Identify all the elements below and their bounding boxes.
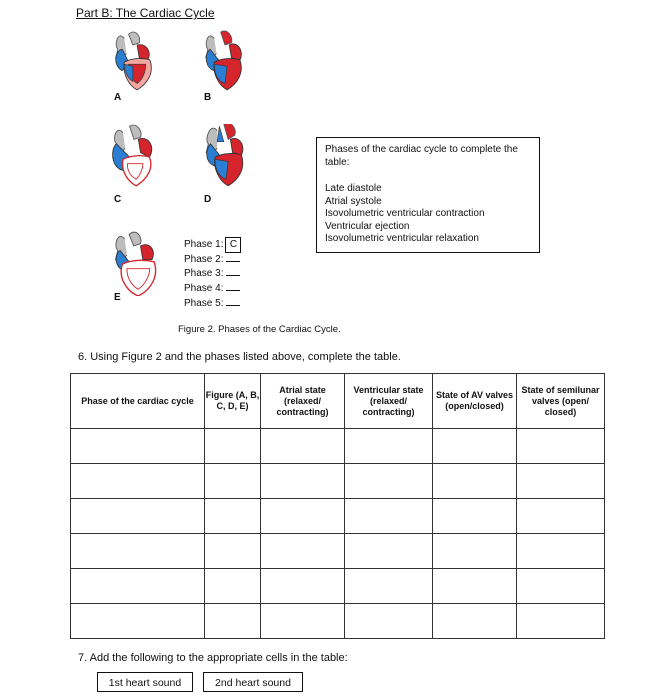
heart-figure-b <box>200 30 250 92</box>
table-cell[interactable] <box>205 569 261 604</box>
phase-label: Phase 3: <box>184 268 224 279</box>
table-cell[interactable] <box>205 499 261 534</box>
phase-line-4 <box>184 283 240 294</box>
table-cell[interactable] <box>345 464 433 499</box>
phase-label: Phase 4: <box>184 283 224 294</box>
phase-answer-box[interactable]: C <box>225 237 241 253</box>
phase-list-item: Atrial systole <box>325 195 382 207</box>
table-cell[interactable] <box>433 499 517 534</box>
table-cell[interactable] <box>71 429 205 464</box>
figure-label-b: B <box>204 92 212 103</box>
table-cell[interactable] <box>517 499 605 534</box>
column-header: Ventricular state (relaxed/ contracting) <box>345 374 433 429</box>
phase-list-heading: Phases of the cardiac cycle to complete the table: <box>325 144 518 168</box>
phase-label: Phase 2: <box>184 254 224 265</box>
table-cell[interactable] <box>433 569 517 604</box>
column-header: Atrial state (relaxed/ contracting) <box>261 374 345 429</box>
figure-label-d: D <box>204 194 212 205</box>
second-heart-sound-box[interactable]: 2nd heart sound <box>203 672 303 692</box>
table-row <box>71 429 605 464</box>
table-cell[interactable] <box>71 534 205 569</box>
heart-figure-a <box>110 30 160 92</box>
phase-answer-blank[interactable] <box>226 305 240 306</box>
table-cell[interactable] <box>261 534 345 569</box>
table-cell[interactable] <box>517 534 605 569</box>
phase-answer-blank[interactable] <box>226 275 240 276</box>
table-cell[interactable] <box>205 534 261 569</box>
heart-figure-c <box>108 124 160 188</box>
table-row <box>71 499 605 534</box>
heart-figure-e <box>108 230 164 296</box>
phase-label: Phase 1: <box>184 239 224 250</box>
table-cell[interactable] <box>433 429 517 464</box>
table-cell[interactable] <box>433 534 517 569</box>
figure-label-a: A <box>114 92 122 103</box>
phase-line-1 <box>184 237 241 253</box>
table-cell[interactable] <box>261 604 345 639</box>
table-cell[interactable] <box>261 499 345 534</box>
table-row <box>71 464 605 499</box>
table-cell[interactable] <box>433 604 517 639</box>
table-row <box>71 534 605 569</box>
table-cell[interactable] <box>261 569 345 604</box>
table-cell[interactable] <box>261 464 345 499</box>
phase-line-3 <box>184 268 240 279</box>
table-cell[interactable] <box>345 569 433 604</box>
phase-list-item: Ventricular ejection <box>325 220 410 232</box>
table-row <box>71 604 605 639</box>
phase-list-box <box>316 137 540 253</box>
table-cell[interactable] <box>205 464 261 499</box>
table-cell[interactable] <box>71 464 205 499</box>
table-cell[interactable] <box>205 429 261 464</box>
figure-label-e: E <box>114 292 121 303</box>
phase-list-item: Isovolumetric ventricular contraction <box>325 208 485 219</box>
table-cell[interactable] <box>345 429 433 464</box>
phase-line-2 <box>184 254 240 265</box>
table-cell[interactable] <box>205 604 261 639</box>
table-row <box>71 569 605 604</box>
phase-answer-blank[interactable] <box>226 290 240 291</box>
table-cell[interactable] <box>433 464 517 499</box>
table-cell[interactable] <box>345 604 433 639</box>
table-cell[interactable] <box>517 464 605 499</box>
table-cell[interactable] <box>345 499 433 534</box>
phase-label: Phase 5: <box>184 298 224 309</box>
question-7: 7. Add the following to the appropriate cells in the table: <box>78 652 348 664</box>
column-header: State of semilunar valves (open/ closed) <box>517 374 605 429</box>
figure-label-c: C <box>114 194 122 205</box>
page-title: Part B: The Cardiac Cycle <box>76 6 215 20</box>
phase-list-item: Late diastole <box>325 183 382 194</box>
phase-line-5 <box>184 298 240 309</box>
table-cell[interactable] <box>517 604 605 639</box>
table-cell[interactable] <box>71 569 205 604</box>
column-header: Figure (A, B, C, D, E) <box>205 374 261 429</box>
table-cell[interactable] <box>261 429 345 464</box>
first-heart-sound-box[interactable]: 1st heart sound <box>97 672 193 692</box>
heart-figure-d <box>200 124 252 188</box>
table-cell[interactable] <box>517 429 605 464</box>
table-cell[interactable] <box>71 604 205 639</box>
table-body <box>71 429 605 639</box>
figure-caption: Figure 2. Phases of the Cardiac Cycle. <box>178 324 341 335</box>
phase-answer-blank[interactable] <box>226 261 240 262</box>
table-cell[interactable] <box>345 534 433 569</box>
column-header: State of AV valves (open/closed) <box>433 374 517 429</box>
table-header-row <box>71 374 605 429</box>
question-6: 6. Using Figure 2 and the phases listed above, complete the table. <box>78 351 401 363</box>
table-cell[interactable] <box>517 569 605 604</box>
column-header: Phase of the cardiac cycle <box>71 374 205 429</box>
table-cell[interactable] <box>71 499 205 534</box>
phase-list-item: Isovolumetric ventricular relaxation <box>325 233 479 244</box>
cardiac-cycle-table <box>70 373 605 639</box>
